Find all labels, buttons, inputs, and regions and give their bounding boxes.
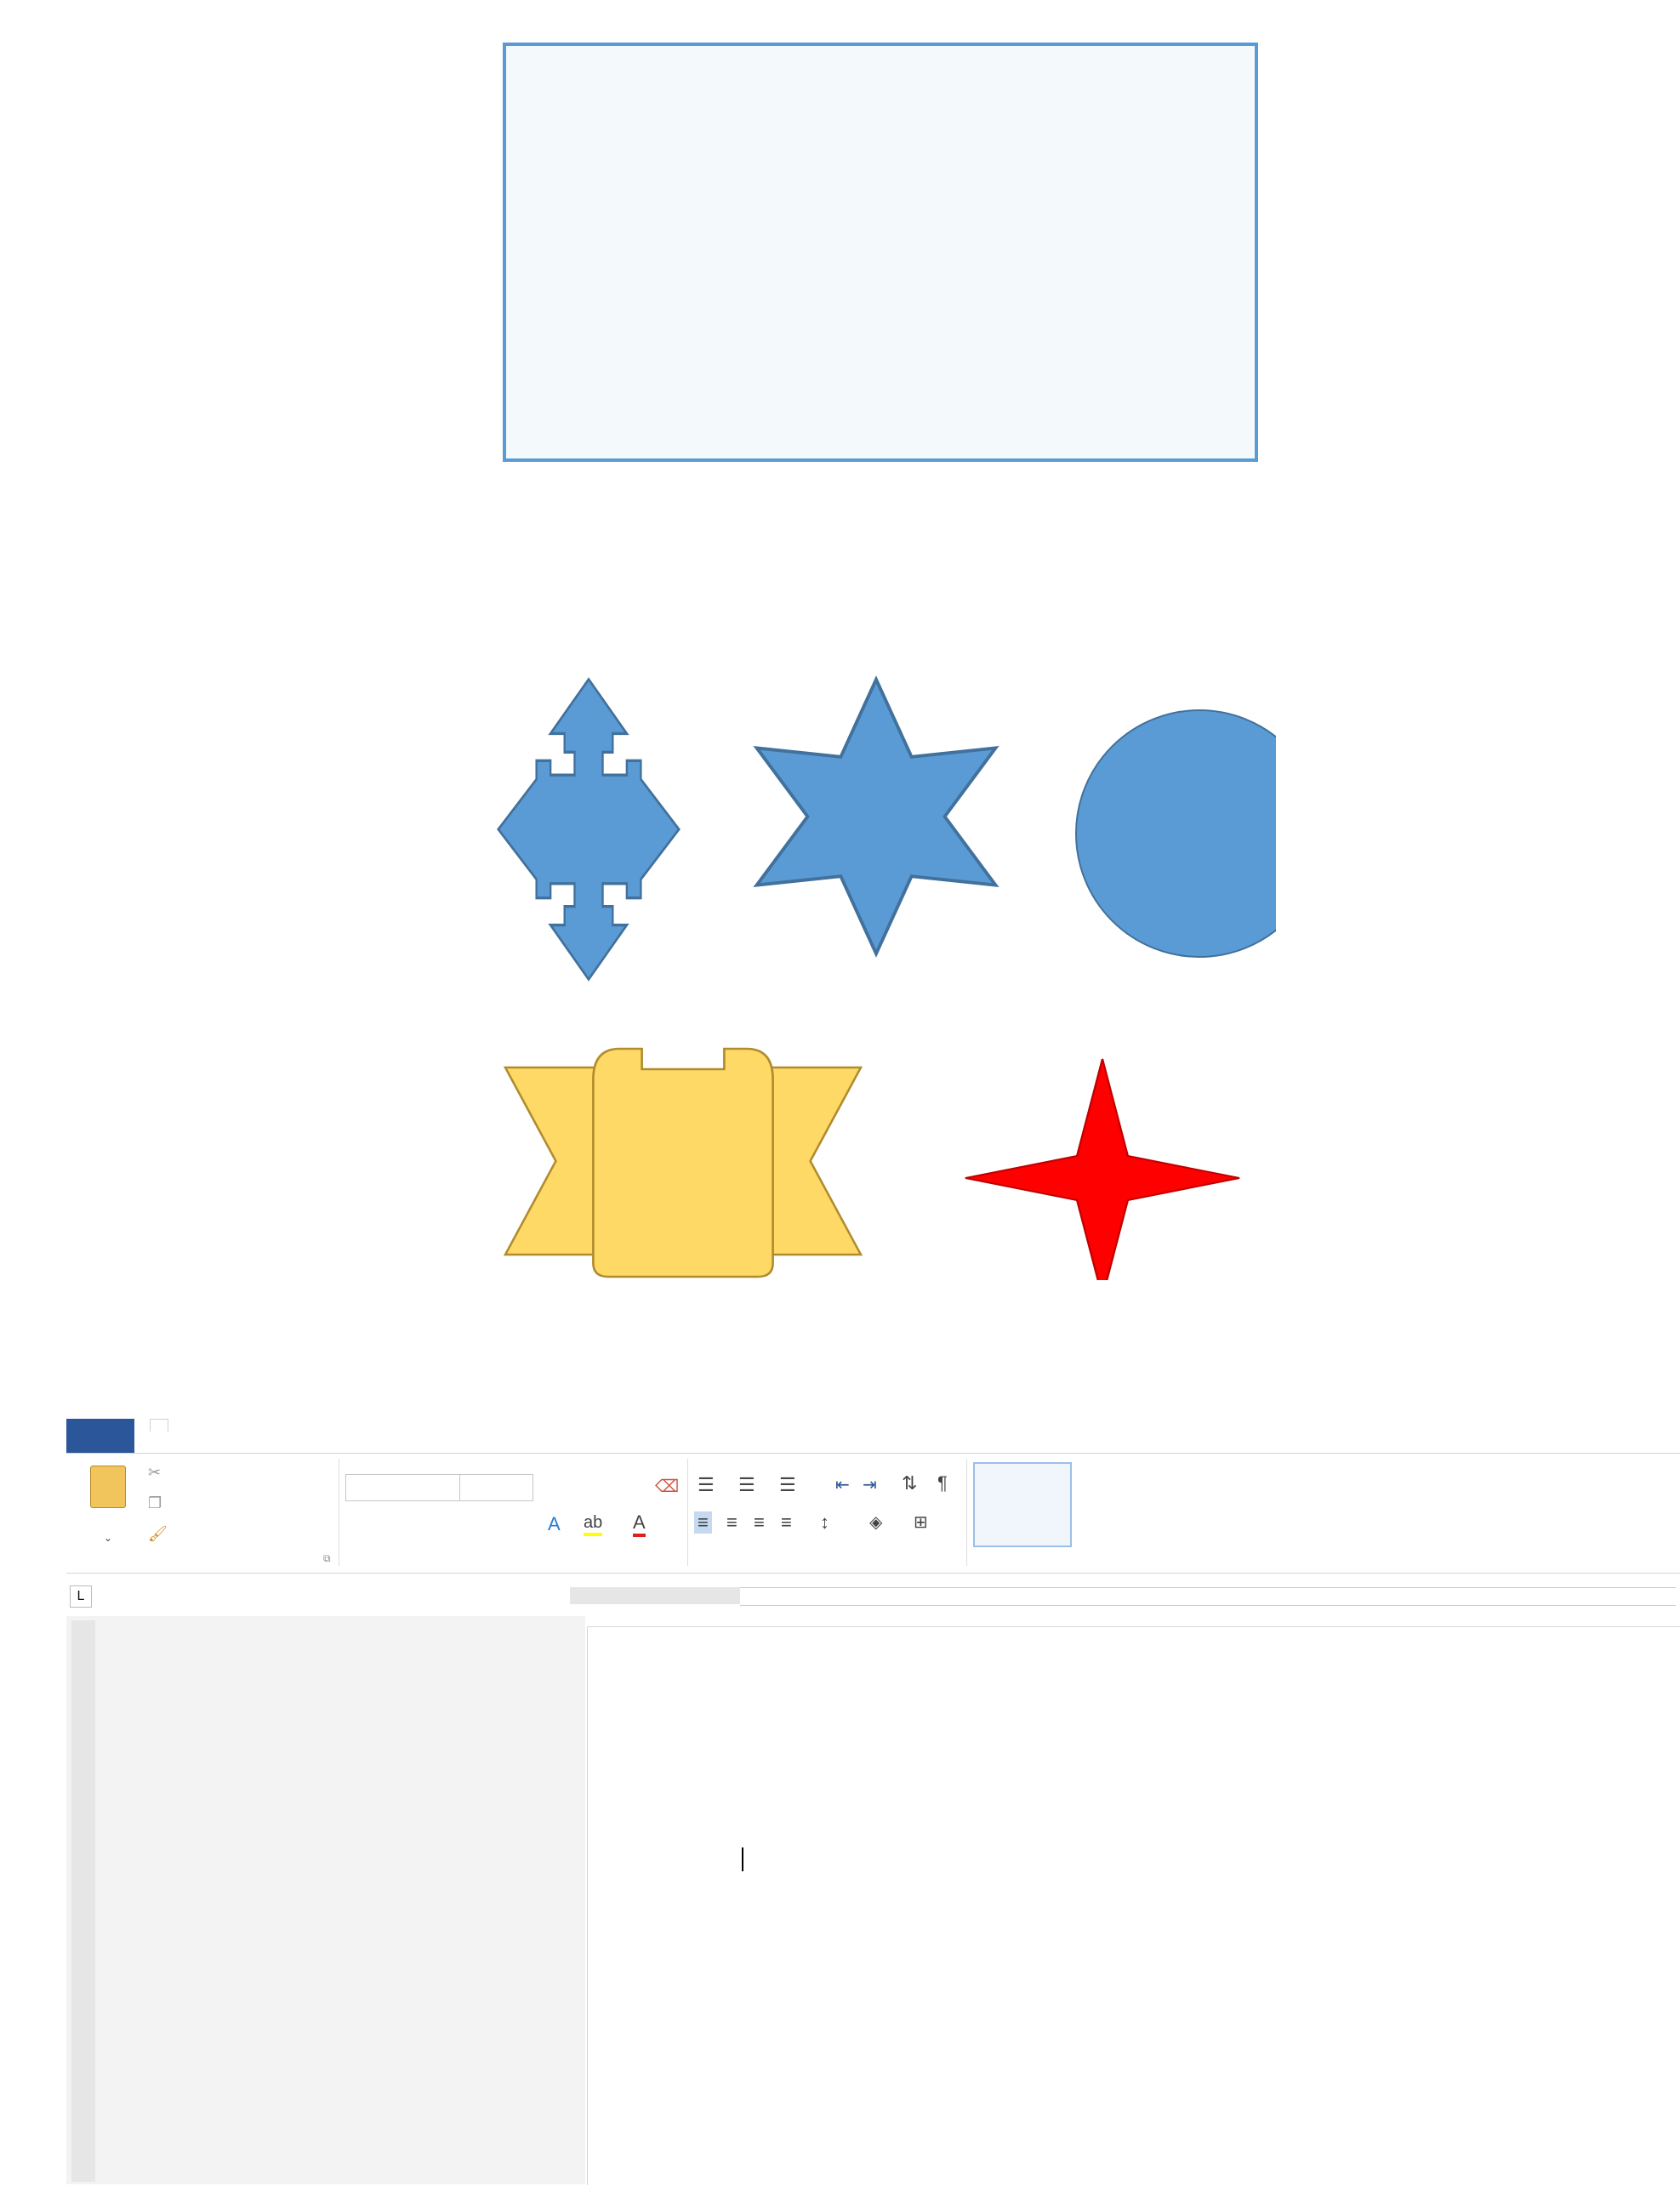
- four-point-star-shape: [965, 1059, 1239, 1280]
- ruler-body: [740, 1587, 1676, 1606]
- font-size-dropdown[interactable]: [459, 1474, 533, 1501]
- numbering-icon[interactable]: ☰: [738, 1474, 755, 1495]
- style-heading-2[interactable]: [1269, 1462, 1364, 1544]
- style-normal[interactable]: [973, 1462, 1072, 1547]
- style-subtitle[interactable]: [1466, 1462, 1562, 1544]
- word-ornament-svg: [732, 1731, 1680, 2182]
- style-title[interactable]: [1368, 1462, 1463, 1544]
- sort-icon[interactable]: ⇅: [902, 1472, 918, 1494]
- copy-icon: ❐: [148, 1494, 162, 1511]
- format-painter-icon: 🖌: [148, 1525, 168, 1542]
- style-subtle-emphasis[interactable]: [1565, 1462, 1660, 1544]
- word-ribbon: [66, 1453, 1680, 1574]
- ruler-tab-selector[interactable]: L: [70, 1585, 92, 1608]
- align-left-icon[interactable]: ≡: [694, 1511, 712, 1534]
- separator: [966, 1459, 967, 1566]
- ruler-margin-left: [570, 1587, 740, 1604]
- justify-icon[interactable]: ≡: [781, 1511, 792, 1533]
- shapes-needed-figure: [425, 668, 1276, 1280]
- tab-home[interactable]: [150, 1419, 168, 1432]
- show-marks-icon[interactable]: ¶: [937, 1472, 948, 1494]
- clipboard-launcher-icon[interactable]: ⧉: [323, 1552, 331, 1564]
- highlight-icon[interactable]: ab: [584, 1513, 602, 1536]
- word-ribbon-tabs: [66, 1419, 1680, 1453]
- six-point-star-shape: [757, 680, 996, 953]
- paste-icon[interactable]: [90, 1466, 126, 1508]
- document-gray-area: [66, 1616, 585, 2184]
- font-name-dropdown[interactable]: [345, 1474, 460, 1501]
- line-spacing-icon[interactable]: ↕: [820, 1511, 829, 1533]
- style-no-spacing[interactable]: [1072, 1462, 1167, 1544]
- tab-file[interactable]: [66, 1419, 134, 1453]
- paste-dropdown-icon[interactable]: ⌄: [104, 1532, 113, 1544]
- bullets-icon[interactable]: ☰: [698, 1474, 715, 1495]
- align-center-icon[interactable]: ≡: [726, 1511, 737, 1533]
- style-heading-1[interactable]: [1170, 1462, 1266, 1544]
- horizontal-ruler[interactable]: [570, 1584, 1680, 1608]
- multilevel-icon[interactable]: ☰: [779, 1474, 796, 1495]
- separator: [687, 1459, 688, 1566]
- clear-format-icon[interactable]: ⌫: [655, 1477, 680, 1496]
- align-right-icon[interactable]: ≡: [754, 1511, 765, 1533]
- vertical-ruler[interactable]: [71, 1620, 95, 2182]
- decrease-indent-icon[interactable]: ⇤: [835, 1476, 850, 1494]
- borders-icon[interactable]: ⊞: [914, 1513, 928, 1532]
- font-color-icon[interactable]: A: [633, 1511, 646, 1537]
- cross-arrow-shape: [498, 680, 679, 980]
- increase-indent-icon[interactable]: ⇥: [863, 1476, 877, 1494]
- circle-shape: [1076, 710, 1276, 957]
- cut-icon: ✂: [148, 1464, 162, 1481]
- text-effects-icon[interactable]: A: [548, 1513, 561, 1534]
- scroll-banner-shape: [505, 1049, 861, 1277]
- ornament-example-svg: [506, 46, 1255, 458]
- ornament-example-picture: [503, 43, 1258, 462]
- shading-icon[interactable]: ◈: [869, 1513, 883, 1532]
